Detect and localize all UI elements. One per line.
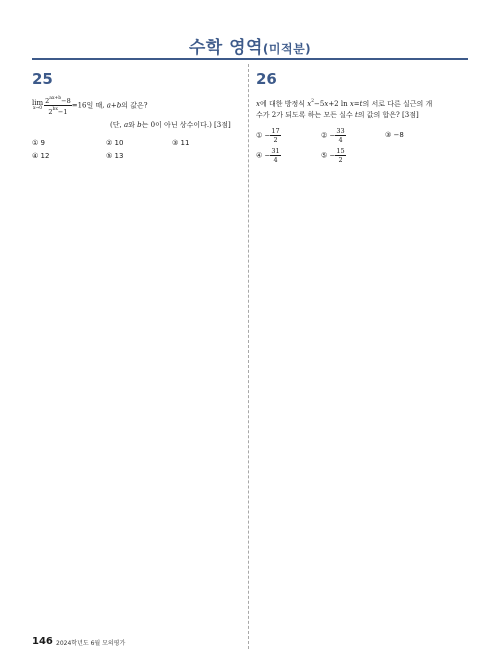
q26-choice-4[interactable]: ④ − $\frac{31}{4}$ [256,147,280,164]
question-25-text: lim x→0 $\frac{2^{ax+b}-8}{2^{bx}-1}$ =16일 때, a+b의 값은? [32,96,148,116]
exam-name: 2024학년도 6월 모의평가 [56,640,126,647]
header-rule [32,58,468,60]
header-title [0,33,500,58]
limit-operator: lim x→0 [32,98,44,111]
question-26-number: 26 [256,70,277,88]
q26-choice-2[interactable]: ② − $\frac{33}{4}$ [321,127,345,144]
q25-choice-3[interactable]: ③ 11 [172,139,190,147]
q25-choice-5[interactable]: ⑤ 13 [106,152,124,160]
q25-choice-2[interactable]: ② 10 [106,139,124,147]
page-number: 146 [32,636,53,647]
q26-choice-5[interactable]: ⑤ − $\frac{15}{2}$ [321,147,345,164]
q26-choice-1[interactable]: ① − $\frac{17}{2}$ [256,127,280,144]
limit-fraction: $\frac{2^{ax+b}-8}{2^{bx}-1}$ [45,96,71,116]
question-25-number: 25 [32,70,53,88]
q26-choice-3[interactable]: ③ −8 [385,131,404,139]
header-subject: 수학 영역 [188,38,263,58]
column-divider [248,64,249,649]
question-26-text: x에 대한 방정식 $x^2-5x+2$ ln x=t의 서로 다른 실근의 개 수가 2가 되도록 하는 모든 실수 t의 값의 합은? [3점] [256,99,433,119]
q25-choice-4[interactable]: ④ 12 [32,152,50,160]
q25-choice-1[interactable]: ① 9 [32,139,45,147]
question-25-condition: (단, a와 b는 0이 아닌 상수이다.) [3점] [110,121,231,129]
header-sub-subject: (미적분) [262,42,312,56]
